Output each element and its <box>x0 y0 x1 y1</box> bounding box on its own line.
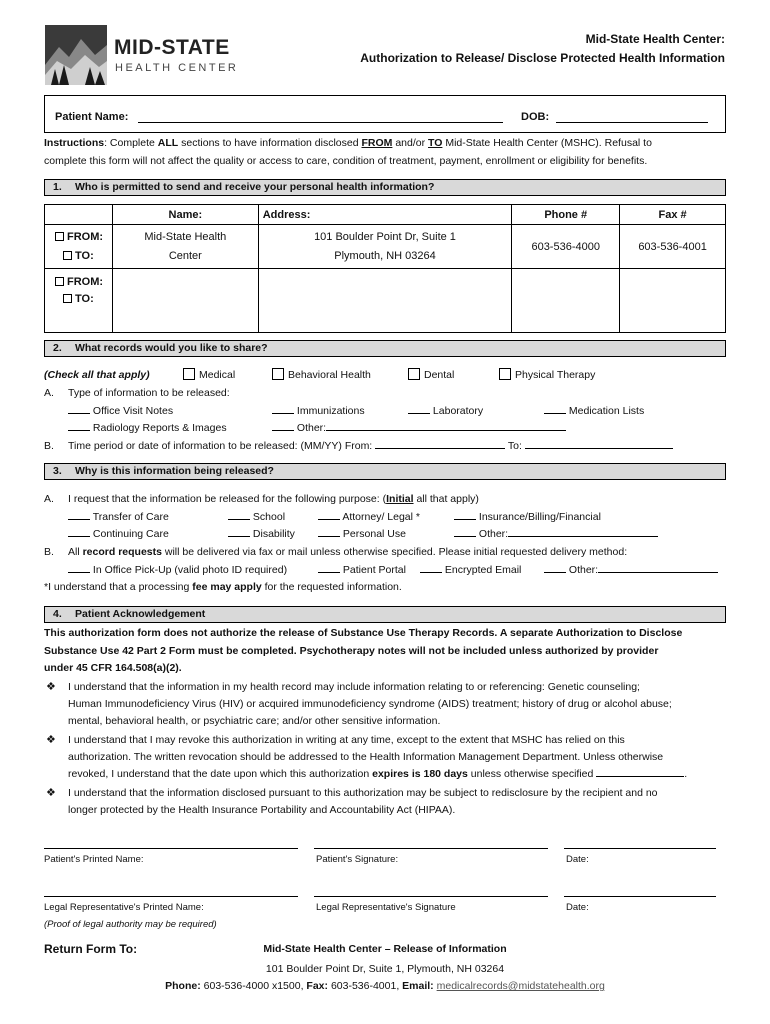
section2-b-label: B. <box>44 440 54 452</box>
medical-checkbox[interactable]: Medical <box>183 368 235 381</box>
logo-subtitle: HEALTH CENTER <box>115 62 239 74</box>
header-line1: Mid-State Health Center: <box>585 32 725 46</box>
legal-printed-label: Legal Representative's Printed Name: <box>44 902 204 913</box>
footer-address: 101 Boulder Point Dr, Suite 1, Plymouth, NH 03264 <box>265 963 505 975</box>
attorney-item[interactable]: Attorney/ Legal * <box>318 511 420 523</box>
ack-bold-line1: This authorization form does not authorize the release of Substance Use Therapy Records. A separate Authorization to Disclose <box>44 627 683 639</box>
personal-item[interactable]: Personal Use <box>318 528 406 540</box>
release-parties-table <box>44 204 726 333</box>
legal-printed-name-field[interactable] <box>44 896 298 897</box>
fee-note: *I understand that a processing fee may apply for the requested information. <box>44 581 402 593</box>
other-delivery-item[interactable]: Other: <box>544 564 718 576</box>
check-all-label: (Check all that apply) <box>44 369 150 381</box>
diamond-bullet-icon: ❖ <box>46 681 56 693</box>
row1-to-checkbox[interactable]: TO: <box>55 247 111 266</box>
row2-to-checkbox[interactable]: TO: <box>55 291 111 308</box>
row2-from-to <box>45 269 113 333</box>
email-item[interactable]: Encrypted Email <box>420 564 521 576</box>
medication-item[interactable]: Medication Lists <box>544 405 644 417</box>
section3-a-label: A. <box>44 493 54 505</box>
logo-title: MID-STATE <box>114 36 230 59</box>
col-name-header: Name: <box>112 205 258 225</box>
row2-from-checkbox[interactable]: FROM: <box>55 274 111 291</box>
row1-from-to <box>45 225 113 269</box>
checkbox-icon <box>408 368 420 380</box>
bullet2-line1: I understand that I may revoke this authorization in writing at any time, except to the extent that MSHC has relied on this <box>68 734 625 746</box>
row2-fax-cell[interactable] <box>620 269 726 333</box>
section2-a-label: A. <box>44 387 54 399</box>
behavioral-checkbox[interactable]: Behavioral Health <box>272 368 371 381</box>
section1-header: 1. Who is permitted to send and receive your personal health information? <box>44 179 726 196</box>
ack-bold-line3: under 45 CFR 164.508(a)(2). <box>44 662 182 674</box>
patient-printed-label: Patient's Printed Name: <box>44 854 144 865</box>
row1-name-cell[interactable]: Mid-State Health Center <box>112 225 258 269</box>
mountain-logo-icon <box>45 25 107 85</box>
continuing-item[interactable]: Continuing Care <box>68 528 169 540</box>
office-visit-item[interactable]: Office Visit Notes <box>68 405 173 417</box>
instructions-line2: complete this form will not affect the quality or access to care, condition of treatment, payment, enrollment or eligibility for benefits. <box>44 155 648 167</box>
patient-signature-field[interactable] <box>314 848 548 849</box>
pickup-item[interactable]: In Office Pick-Up (valid photo ID required) <box>68 564 287 576</box>
return-form-label: Return Form To: <box>44 942 138 956</box>
checkbox-icon <box>183 368 195 380</box>
transfer-item[interactable]: Transfer of Care <box>68 511 169 523</box>
patient-printed-name-field[interactable] <box>44 848 298 849</box>
legal-signature-label: Legal Representative's Signature <box>316 902 456 913</box>
section3-a-text: I request that the information be released for the following purpose: (Initial all that apply) <box>68 493 479 505</box>
checkbox-icon <box>272 368 284 380</box>
patient-signature-label: Patient's Signature: <box>316 854 399 865</box>
patient-date-field[interactable] <box>564 848 716 849</box>
checkbox-icon <box>55 232 64 241</box>
time-period-row[interactable]: Time period or date of information to be released: (MM/YY) From: To: <box>68 440 673 452</box>
row2-phone-cell[interactable] <box>512 269 620 333</box>
legal-signature-field[interactable] <box>314 896 548 897</box>
school-item[interactable]: School <box>228 511 285 523</box>
instructions-line1: Instructions: Complete ALL sections to have information disclosed FROM and/or TO Mid-State Health Center (MSHC). Refusal to <box>44 137 652 149</box>
email-link[interactable]: medicalrecords@midstatehealth.org <box>436 980 605 992</box>
row2-name-cell[interactable] <box>112 269 258 333</box>
checkbox-icon <box>499 368 511 380</box>
col-address-header: Address: <box>258 205 512 225</box>
bullet1-line2: Human Immunodeficiency Virus (HIV) or acquired immunodeficiency syndrome (AIDS) treatment; history of drug or alcohol abuse; <box>68 698 672 710</box>
footer-contact: Phone: 603-536-4000 x1500, Fax: 603-536-4001, Email: medicalrecords@midstatehealth.org <box>165 980 605 992</box>
legal-date-label: Date: <box>566 902 589 913</box>
dob-label: DOB: <box>521 111 550 123</box>
bullet2-line2: authorization. The written revocation should be addressed to the Health Information Management Department. Unless otherwise <box>68 751 664 763</box>
patient-name-label: Patient Name: <box>55 111 129 123</box>
legal-date-field[interactable] <box>564 896 716 897</box>
dental-checkbox[interactable]: Dental <box>408 368 454 381</box>
bullet2-line3: revoked, I understand that the date upon which this authorization expires is 180 days unless otherwise specified . <box>68 768 688 780</box>
section4-header: 4. Patient Acknowledgement <box>44 606 726 623</box>
proof-note: (Proof of legal authority may be required) <box>44 919 217 930</box>
row1-phone-cell[interactable]: 603-536-4000 <box>512 225 620 269</box>
bullet1-line3: mental, behavioral health, or psychiatric care; and/or other sensitive information. <box>68 715 441 727</box>
other-records-item[interactable]: Other: <box>272 422 566 434</box>
section2-header: 2. What records would you like to share? <box>44 340 726 357</box>
patient-date-label: Date: <box>566 854 589 865</box>
row1-from-checkbox[interactable]: FROM: <box>55 228 111 247</box>
row1-fax-cell[interactable]: 603-536-4001 <box>620 225 726 269</box>
expiry-field[interactable] <box>596 776 684 777</box>
physical-therapy-checkbox[interactable]: Physical Therapy <box>499 368 595 381</box>
diamond-bullet-icon: ❖ <box>46 787 56 799</box>
checkbox-icon <box>55 277 64 286</box>
col-fax-header: Fax # <box>620 205 726 225</box>
bullet3-line1: I understand that the information disclosed pursuant to this authorization may be subject to redisclosure by the recipient and no <box>68 787 658 799</box>
diamond-bullet-icon: ❖ <box>46 734 56 746</box>
section3-b-text: All record requests will be delivered via fax or mail unless otherwise specified. Please initial requested delivery method: <box>68 546 628 558</box>
row1-address-cell[interactable]: 101 Boulder Point Dr, Suite 1 Plymouth, NH 03264 <box>258 225 512 269</box>
bullet1-line1: I understand that the information in my health record may include information relating to or referencing: Genetic counseling; <box>68 681 640 693</box>
logo-image <box>45 25 107 85</box>
patient-name-field[interactable] <box>138 122 503 123</box>
col-phone-header: Phone # <box>512 205 620 225</box>
other-purpose-item[interactable]: Other: <box>454 528 658 540</box>
ack-bold-line2: Substance Use 42 Part 2 Form must be completed. Psychotherapy notes will not be included unless authorized by provider <box>44 645 659 657</box>
row2-address-cell[interactable] <box>258 269 512 333</box>
header-line2: Authorization to Release/ Disclose Protected Health Information <box>360 51 725 65</box>
portal-item[interactable]: Patient Portal <box>318 564 406 576</box>
immunizations-item[interactable]: Immunizations <box>272 405 365 417</box>
laboratory-item[interactable]: Laboratory <box>408 405 483 417</box>
disability-item[interactable]: Disability <box>228 528 295 540</box>
bullet3-line2: longer protected by the Health Insurance Portability and Accountability Act (HIPAA). <box>68 804 456 816</box>
section3-header: 3. Why is this information being released? <box>44 463 726 480</box>
section3-b-label: B. <box>44 546 54 558</box>
checkbox-icon <box>63 294 72 303</box>
section2-a-text: Type of information to be released: <box>68 387 230 399</box>
insurance-item[interactable]: Insurance/Billing/Financial <box>454 511 601 523</box>
radiology-item[interactable]: Radiology Reports & Images <box>68 422 227 434</box>
footer-org: Mid-State Health Center – Release of Information <box>263 943 507 955</box>
patient-box <box>44 95 726 133</box>
dob-field[interactable] <box>556 122 708 123</box>
checkbox-icon <box>63 251 72 260</box>
